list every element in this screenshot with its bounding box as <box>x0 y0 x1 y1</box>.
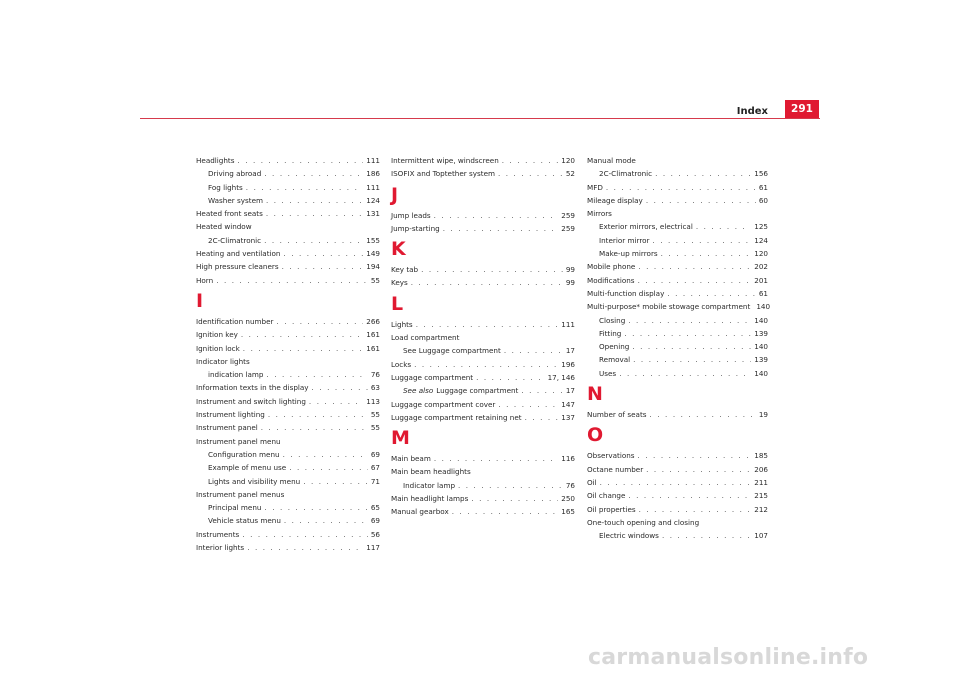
entry-label: Information texts in the display <box>196 383 309 393</box>
dot-leader <box>662 529 751 542</box>
entry-page-number: 155 <box>366 235 380 245</box>
header-title: Index <box>736 106 768 117</box>
index-entry <box>196 342 380 355</box>
entry-page-number: 250 <box>561 494 575 504</box>
entry-label: Removal <box>599 355 631 365</box>
entry-label: Keys <box>391 278 408 288</box>
entry-page-number: 124 <box>754 235 768 245</box>
entry-page-number: 125 <box>754 222 768 232</box>
entry-page-number: 55 <box>370 410 380 420</box>
entry-label: Mobile phone <box>587 262 636 272</box>
index-entry <box>391 492 575 505</box>
dot-leader <box>283 247 363 260</box>
entry-label: Key tab <box>391 265 419 275</box>
index-heading-entry <box>196 355 380 368</box>
dot-leader <box>267 368 368 381</box>
entry-page-number: 206 <box>754 464 768 474</box>
entry-page-number: 17 <box>565 346 575 356</box>
dot-leader <box>421 263 563 276</box>
entry-page-number: 211 <box>754 477 768 487</box>
dot-leader <box>237 154 363 167</box>
entry-page-number: 201 <box>754 275 768 285</box>
dot-leader <box>504 344 563 357</box>
index-entry <box>587 449 768 462</box>
index-entry <box>196 408 380 421</box>
entry-label: Instrument panel <box>196 423 258 433</box>
entry-label: Make-up mirrors <box>599 249 658 259</box>
dot-leader <box>600 476 752 489</box>
entry-label: Octane number <box>587 464 644 474</box>
dot-leader <box>264 234 363 247</box>
entry-label: Exterior mirrors, electrical <box>599 222 693 232</box>
index-heading-entry <box>587 516 768 529</box>
entry-label: Oil <box>587 477 597 487</box>
entry-label: Vehicle status menu <box>208 516 281 526</box>
entry-label: Observations <box>587 451 635 461</box>
index-entry <box>196 395 380 408</box>
index-heading-entry <box>587 207 768 220</box>
entry-label: Lights and visibility menu <box>208 476 301 486</box>
index-subentry <box>196 448 380 461</box>
entry-page-number: 111 <box>366 156 380 165</box>
entry-page-number: 120 <box>754 249 768 259</box>
index-entry <box>196 328 380 341</box>
dot-leader <box>309 395 363 408</box>
entry-label: Main headlight lamps <box>391 494 469 504</box>
dot-leader <box>247 541 363 554</box>
entry-label: Luggage compartment <box>391 372 474 382</box>
index-letter-heading: N <box>587 383 603 406</box>
index-entry <box>391 167 575 180</box>
index-subentry <box>196 475 380 488</box>
index-entry <box>587 260 768 273</box>
dot-leader <box>628 314 751 327</box>
entry-page-number: 196 <box>561 359 575 369</box>
entry-label: One-touch opening and closing <box>587 517 700 527</box>
index-entry <box>196 421 380 434</box>
index-entry <box>391 452 575 465</box>
entry-label: ISOFIX and Toptether system <box>391 169 495 179</box>
entry-label: 2C-Climatronic <box>208 235 262 245</box>
entry-page-number: 186 <box>366 169 380 179</box>
entry-label: Oil change <box>587 491 626 501</box>
entry-label: Headlights <box>196 156 235 165</box>
index-entry <box>587 463 768 476</box>
entry-page-number: 55 <box>370 423 380 433</box>
index-entry <box>587 287 768 300</box>
dot-leader <box>458 479 563 492</box>
entry-page-number: 69 <box>370 449 380 459</box>
entry-label: High pressure cleaners <box>196 262 279 272</box>
entry-label: Load compartment <box>391 333 460 343</box>
dot-leader <box>476 371 544 384</box>
entry-page-number: 165 <box>561 507 575 517</box>
dot-leader <box>443 222 559 235</box>
entry-page-number: 140 <box>754 368 768 378</box>
dot-leader <box>661 247 752 260</box>
entry-page-number: 149 <box>366 249 380 259</box>
dot-leader <box>264 501 367 514</box>
entry-page-number: 107 <box>754 531 768 541</box>
entry-page-number: 161 <box>366 330 380 340</box>
entry-label: Opening <box>599 342 630 352</box>
dot-leader <box>216 274 368 287</box>
dot-leader <box>246 181 363 194</box>
entry-page-number: 147 <box>561 399 575 409</box>
index-subentry <box>391 479 575 492</box>
entry-label: Electric windows <box>599 531 659 541</box>
entry-page-number: 140 <box>754 342 768 352</box>
entry-label: Instruments <box>196 529 240 539</box>
entry-page-number: 161 <box>366 343 380 353</box>
entry-page-number: 56 <box>370 529 380 539</box>
dot-leader <box>521 384 562 397</box>
dot-leader <box>638 260 751 273</box>
entry-page-number: 124 <box>366 195 380 205</box>
index-subentry <box>196 368 380 381</box>
dot-leader <box>638 274 752 287</box>
index-entry <box>391 371 575 384</box>
index-entry <box>391 154 575 167</box>
entry-label: See Luggage compartment <box>403 346 501 356</box>
dot-leader <box>414 358 558 371</box>
index-subentry <box>587 167 768 180</box>
dot-leader <box>606 181 756 194</box>
index-entry <box>196 541 380 554</box>
dot-leader <box>525 411 559 424</box>
entry-page-number: 61 <box>758 182 768 192</box>
entry-label: Ignition lock <box>196 343 240 353</box>
index-column-3 <box>587 154 771 542</box>
index-entry <box>587 274 768 287</box>
see-also-label: See also <box>403 386 434 396</box>
entry-label: MFD <box>587 182 603 192</box>
index-letter-heading: M <box>391 427 410 450</box>
entry-label: indication lamp <box>208 370 264 380</box>
entry-label: Closing <box>599 315 626 325</box>
entry-page-number: 139 <box>754 328 768 338</box>
index-entry <box>391 505 575 518</box>
index-entry <box>391 318 575 331</box>
entry-page-number: 139 <box>754 355 768 365</box>
entry-page-number: 266 <box>366 316 380 326</box>
entry-page-number: 131 <box>366 209 380 219</box>
entry-page-number: 99 <box>565 265 575 275</box>
dot-leader <box>266 194 363 207</box>
entry-label: Instrument panel menus <box>196 489 285 499</box>
entry-label: 2C-Climatronic <box>599 169 653 179</box>
dot-leader <box>646 194 756 207</box>
dot-leader <box>502 154 559 167</box>
index-letter-heading: L <box>391 292 404 315</box>
index-entry <box>587 503 768 516</box>
entry-label: Indicator lamp <box>403 480 456 490</box>
entry-page-number: 17, 146 <box>547 372 575 382</box>
dot-leader <box>282 260 364 273</box>
index-subentry <box>587 247 768 260</box>
index-entry <box>391 411 575 424</box>
index-entry <box>587 181 768 194</box>
dot-leader <box>498 398 558 411</box>
index-column-1 <box>196 154 380 554</box>
index-letter-heading: J <box>391 183 399 206</box>
entry-page-number: 76 <box>370 370 380 380</box>
index-entry <box>391 276 575 289</box>
entry-label: Washer system <box>208 195 263 205</box>
dot-leader <box>241 328 363 341</box>
entry-page-number: 111 <box>366 182 380 192</box>
dot-leader <box>628 489 751 502</box>
entry-label: Manual mode <box>587 156 636 165</box>
dot-leader <box>276 315 363 328</box>
dot-leader <box>303 475 368 488</box>
dot-leader <box>655 167 751 180</box>
index-entry <box>587 408 768 421</box>
index-subentry <box>587 314 768 327</box>
dot-leader <box>624 327 751 340</box>
entry-label: Configuration menu <box>208 449 280 459</box>
entry-page-number: 156 <box>754 169 768 179</box>
entry-page-number: 17 <box>565 386 575 396</box>
index-subentry <box>587 529 768 542</box>
entry-label: Instrument and switch lighting <box>196 396 306 406</box>
entry-page-number: 194 <box>366 262 380 272</box>
dot-leader <box>652 234 751 247</box>
index-subentry <box>196 234 380 247</box>
index-letter-heading: K <box>391 238 406 261</box>
dot-leader <box>284 514 368 527</box>
entry-label: Fitting <box>599 328 622 338</box>
entry-page-number: 99 <box>565 278 575 288</box>
entry-label: Example of menu use <box>208 463 287 473</box>
entry-label: Mirrors <box>587 209 612 219</box>
dot-leader <box>650 408 756 421</box>
dot-leader <box>632 340 751 353</box>
page-number-badge: 291 <box>785 100 819 119</box>
header-rule <box>140 118 820 119</box>
index-entry <box>391 263 575 276</box>
index-subentry <box>196 501 380 514</box>
entry-label: Principal menu <box>208 503 262 513</box>
entry-label: Heated window <box>196 222 252 232</box>
entry-label: Horn <box>196 275 214 285</box>
index-entry <box>391 358 575 371</box>
index-entry <box>196 381 380 394</box>
entry-page-number: 259 <box>561 223 575 233</box>
entry-page-number: 185 <box>754 451 768 461</box>
index-subentry <box>196 461 380 474</box>
index-entry <box>196 274 380 287</box>
dot-leader <box>696 220 751 233</box>
entry-label: Jump-starting <box>391 223 440 233</box>
dot-leader <box>264 167 363 180</box>
entry-page-number: 202 <box>754 262 768 272</box>
entry-label: Driving abroad <box>208 169 262 179</box>
entry-label: Manual gearbox <box>391 507 449 517</box>
entry-label: Modifications <box>587 275 635 285</box>
entry-page-number: 71 <box>370 476 380 486</box>
entry-label: Fog lights <box>208 182 243 192</box>
dot-leader <box>498 167 563 180</box>
entry-page-number: 120 <box>561 156 575 165</box>
index-subentry <box>587 220 768 233</box>
entry-page-number: 19 <box>758 410 768 420</box>
index-entry <box>196 207 380 220</box>
dot-leader <box>289 461 368 474</box>
entry-label: Heating and ventilation <box>196 249 281 259</box>
entry-label: Instrument lighting <box>196 410 265 420</box>
entry-page-number: 117 <box>366 543 380 553</box>
dot-leader <box>268 408 368 421</box>
entry-page-number: 113 <box>366 396 380 406</box>
entry-label: Main beam headlights <box>391 467 471 477</box>
index-entry <box>587 300 771 313</box>
dot-leader <box>434 209 559 222</box>
entry-page-number: 259 <box>561 210 575 220</box>
dot-leader <box>266 207 363 220</box>
index-subentry <box>196 514 380 527</box>
index-entry <box>587 194 768 207</box>
entry-label: Locks <box>391 359 412 369</box>
entry-page-number: 67 <box>370 463 380 473</box>
entry-page-number: 212 <box>754 504 768 514</box>
index-subentry <box>587 327 768 340</box>
entry-label: Jump leads <box>391 210 431 220</box>
entry-label: Number of seats <box>587 410 647 420</box>
entry-label: Intermittent wipe, windscreen <box>391 156 499 165</box>
entry-page-number: 116 <box>561 454 575 464</box>
dot-leader <box>639 503 752 516</box>
index-entry <box>196 315 380 328</box>
index-letter-heading: I <box>196 289 204 312</box>
index-entry <box>196 154 380 167</box>
entry-label: Indicator lights <box>196 356 250 366</box>
dot-leader <box>261 421 368 434</box>
entry-label: Interior mirror <box>599 235 650 245</box>
index-entry <box>391 209 575 222</box>
footer-watermark: carmanualsonline.info <box>588 645 869 670</box>
entry-label: Luggage compartment <box>436 386 519 396</box>
entry-label: Lights <box>391 319 413 329</box>
entry-page-number: 140 <box>756 302 771 312</box>
index-heading-entry <box>587 154 768 167</box>
entry-page-number: 215 <box>754 491 768 501</box>
dot-leader <box>416 318 559 331</box>
entry-page-number: 61 <box>758 288 768 298</box>
entry-label: Multi-function display <box>587 288 665 298</box>
index-subentry <box>391 384 575 397</box>
index-entry <box>391 222 575 235</box>
index-entry <box>196 528 380 541</box>
index-entry <box>391 398 575 411</box>
index-column-2 <box>391 154 575 519</box>
entry-page-number: 60 <box>758 195 768 205</box>
index-subentry <box>587 234 768 247</box>
index-subentry <box>196 181 380 194</box>
entry-label: Identification number <box>196 316 274 326</box>
entry-label: Main beam <box>391 454 431 464</box>
entry-label: Heated front seats <box>196 209 263 219</box>
entry-page-number: 140 <box>754 315 768 325</box>
index-letter-heading: O <box>587 424 604 447</box>
dot-leader <box>242 528 368 541</box>
entry-label: Luggage compartment retaining net <box>391 412 522 422</box>
dot-leader <box>411 276 563 289</box>
index-subentry <box>196 194 380 207</box>
dot-leader <box>452 505 559 518</box>
dot-leader <box>646 463 751 476</box>
entry-label: Instrument panel menu <box>196 436 281 446</box>
entry-label: Luggage compartment cover <box>391 399 496 409</box>
dot-leader <box>243 342 363 355</box>
index-subentry <box>391 344 575 357</box>
index-subentry <box>587 353 768 366</box>
dot-leader <box>434 452 558 465</box>
entry-page-number: 111 <box>561 319 575 329</box>
index-heading-entry <box>391 331 575 344</box>
dot-leader <box>619 367 751 380</box>
index-heading-entry <box>391 465 575 478</box>
entry-page-number: 76 <box>565 480 575 490</box>
dot-leader <box>667 287 756 300</box>
entry-page-number: 55 <box>370 275 380 285</box>
index-heading-entry <box>196 435 380 448</box>
index-subentry <box>587 340 768 353</box>
index-entry <box>196 247 380 260</box>
dot-leader <box>471 492 558 505</box>
entry-label: Interior lights <box>196 543 245 553</box>
dot-leader <box>633 353 751 366</box>
entry-page-number: 63 <box>370 383 380 393</box>
dot-leader <box>283 448 368 461</box>
entry-label: Oil properties <box>587 504 636 514</box>
entry-label: Mileage display <box>587 195 643 205</box>
dot-leader <box>312 381 368 394</box>
index-heading-entry <box>196 220 380 233</box>
entry-page-number: 52 <box>565 169 575 179</box>
entry-page-number: 65 <box>370 503 380 513</box>
index-heading-entry <box>196 488 380 501</box>
entry-label: Multi-purpose* mobile stowage compartment <box>587 302 751 312</box>
entry-label: Uses <box>599 368 617 378</box>
index-subentry <box>587 367 768 380</box>
entry-page-number: 137 <box>561 412 575 422</box>
index-entry <box>587 489 768 502</box>
dot-leader <box>638 449 752 462</box>
index-entry <box>587 476 768 489</box>
index-subentry <box>196 167 380 180</box>
entry-page-number: 69 <box>370 516 380 526</box>
entry-label: Ignition key <box>196 330 238 340</box>
index-entry <box>196 260 380 273</box>
